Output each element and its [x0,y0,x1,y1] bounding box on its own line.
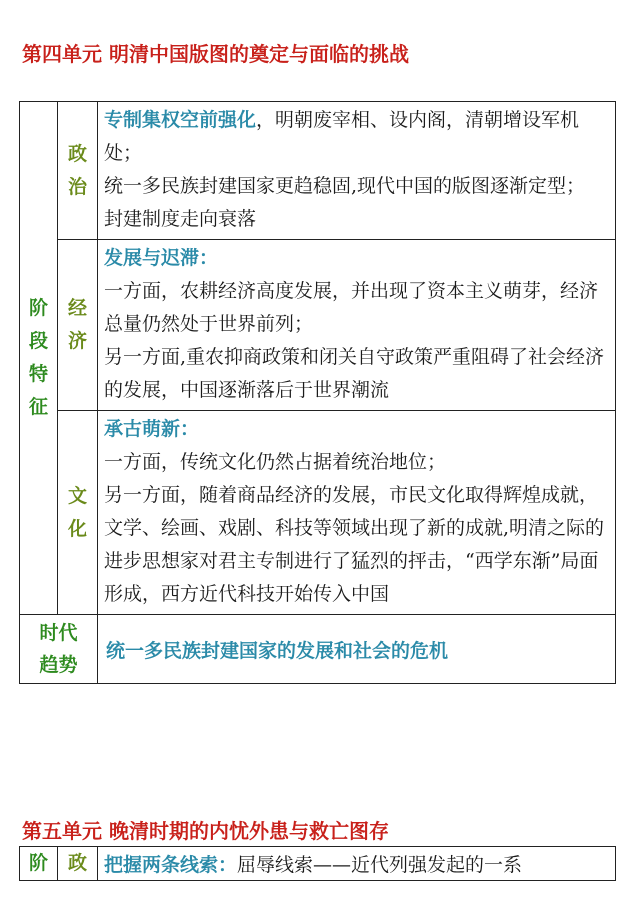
economy-label: 经 济 [58,240,98,411]
unit5-politics-label: 政 [58,847,98,881]
unit5-heading: 把握两条线索： [104,854,238,876]
politics-heading-tail: ，明朝废宰相、设内阁，清朝增设军机处； [104,109,580,164]
culture-line: 另一方面，随着商品经济的发展，市民文化取得辉煌成就，文学、绘画、戏剧、科技等领域出现了新的成就,明清之际的进步思想家对君主专制进行了猛烈的抨击，“西学东渐”局面形成，西方近代科技开始传入中国 [104,484,605,605]
economy-heading: 发展与迟滞： [104,247,219,269]
unit4-table [19,101,616,684]
unit5-first-row [20,847,616,881]
culture-row [20,411,616,615]
unit5-table [19,846,616,881]
unit5-stage-label: 阶 [20,847,58,881]
politics-line: 统一多民族封建国家更趋稳固,现代中国的版图逐渐定型； [104,175,586,197]
economy-line: 一方面，农耕经济高度发展，并出现了资本主义萌芽，经济总量仍然处于世界前列； [104,280,599,335]
culture-heading: 承古萌新： [104,418,200,440]
unit4-title: 第四单元 明清中国版图的奠定与面临的挑战 [22,42,409,66]
politics-line: 封建制度走向衰落 [104,208,257,230]
trend-row [20,615,616,684]
culture-line: 一方面，传统文化仍然占据着统治地位； [104,451,447,473]
unit5-first-row-content [98,847,616,881]
politics-heading: 专制集权空前强化 [104,109,257,131]
politics-first-line [104,104,611,170]
culture-content [98,411,616,615]
economy-content [98,240,616,411]
politics-row [20,102,616,240]
culture-label: 文 化 [58,411,98,615]
unit5-text: 屈辱线索——近代列强发起的一系 [237,854,523,876]
politics-label: 政 治 [58,102,98,240]
trend-label: 时代 趋势 [20,615,98,684]
trend-content: 统一多民族封建国家的发展和社会的危机 [98,615,616,684]
stage-feature-label: 阶 段 特 征 [20,102,58,615]
economy-row [20,240,616,411]
politics-content [98,102,616,240]
unit5-title: 第五单元 晚清时期的内忧外患与救亡图存 [22,819,389,843]
economy-line: 另一方面,重农抑商政策和闭关自守政策严重阻碍了社会经济的发展，中国逐渐落后于世界潮流 [104,346,605,401]
